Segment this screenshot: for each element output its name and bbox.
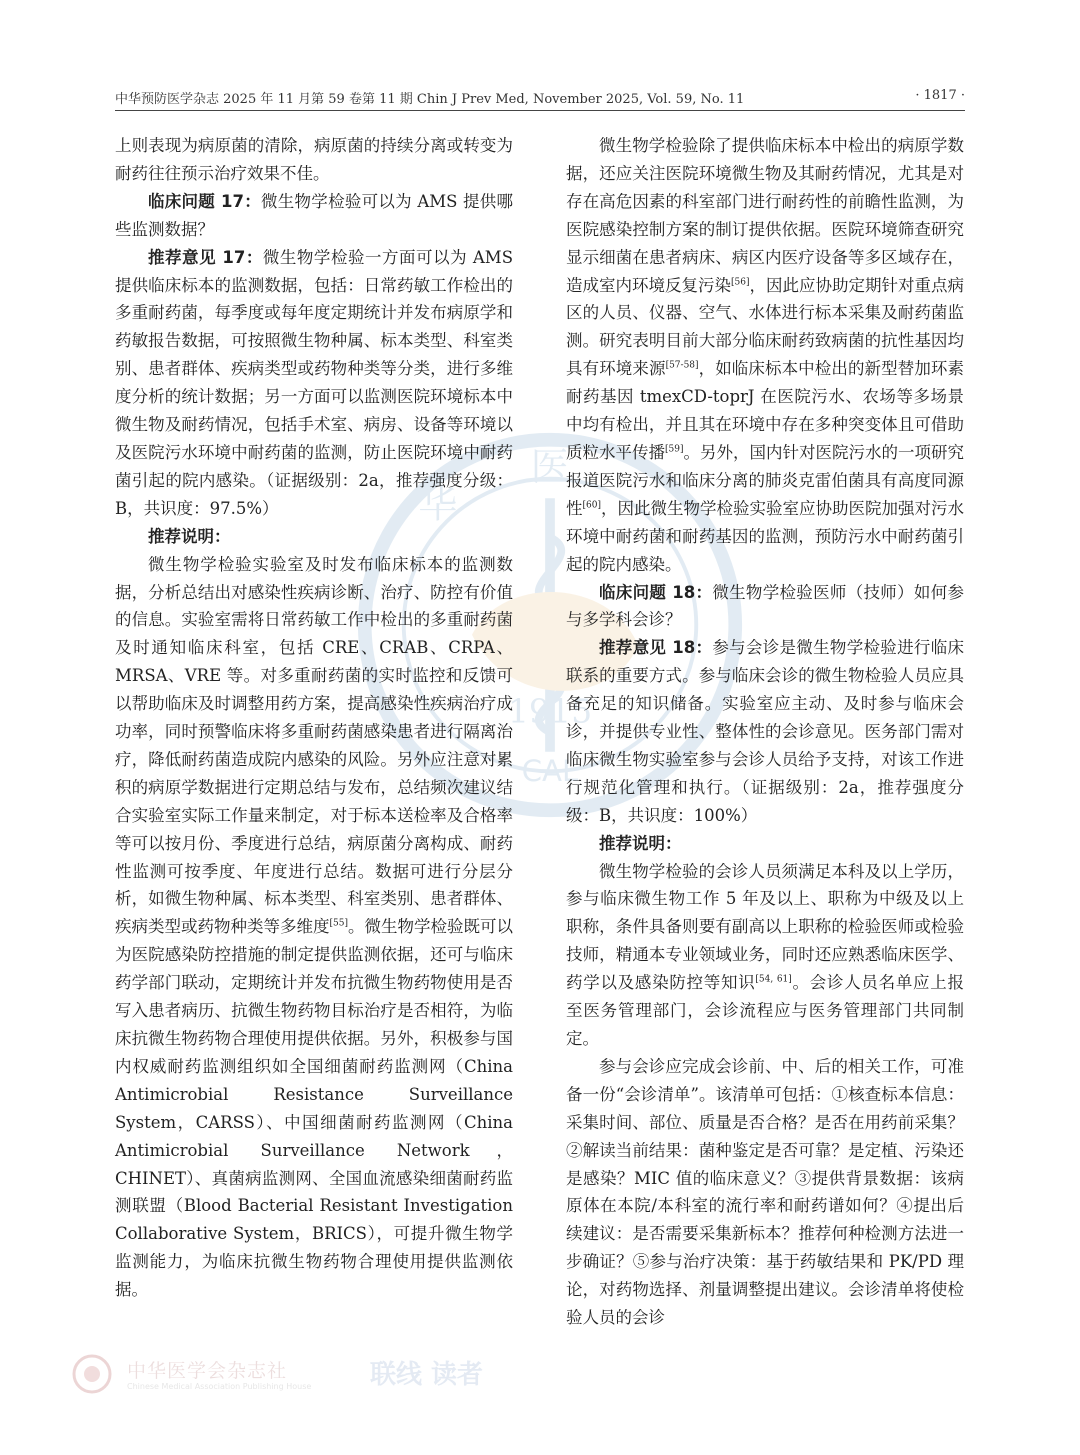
citation-56[interactable]: [56] [731,277,750,288]
paragraph-continued: 上则表现为病原菌的清除，病原菌的持续分离或转变为耐药往往预示治疗效果不佳。 [115,136,513,183]
question-18-label: 临床问题 18： [599,582,713,602]
publisher-name-en: Chinese Medical Association Publishing House [127,1382,312,1391]
recommendation-18-label: 推荐意见 18： [599,638,713,658]
brand-mark: 联线 读者 [370,1360,484,1390]
consultation-checklist-paragraph: 参与会诊应完成会诊前、中、后的相关工作，可准备一份“会诊清单”。该清单可包括：①核查标本信息：采集时间、部位、质量是否合格？是否在用药前采集？②解读当前结果：菌种鉴定是否可靠？是定植、污染还是感染？MIC 值的临床意义？③提供背景数据：该病原体在本院/本科室的流行率和耐药谱如何？④提出后续建议：是否需要采集新标本？推荐何种检测方法进一步确证？⑤参与治疗决策：基于药敏结果和 PK/PD 理论，对药物选择、剂量调整提出建议。会诊清单将使检验人员的会诊 [566,1056,964,1328]
citation-54-61[interactable]: [54, 61] [755,974,792,985]
publisher-name: 中华医学会杂志社 [127,1360,288,1382]
citation-55[interactable]: [55] [329,918,348,929]
clinical-question-17 [115,188,513,244]
clinical-question-18 [566,579,964,635]
recommendation-17-text: 微生物学检验一方面可以为 AMS 提供临床标本的监测数据，包括：日常药敏工作检出的多重耐药菌，每季度或每年度定期统计并发布病原学和药敏报告数据，可按照微生物种属、标本类型、科室类别、患者群体、疾病类型或药物种类等分类，进行多维度分析的统计数据；另一方面可以监测医院环境标本中微生物及耐药情况，包括手术室、病房、设备等环境以及医院污水环境中耐药菌的监测，防止医院环境中耐药菌引起的院内感染。（证据级别：2a，推荐强度分级：B，共识度：97.5%） [115,247,513,518]
watermark-latin: CAL [521,754,579,788]
publisher-seal-icon [72,1354,112,1394]
recommendation-18 [566,634,964,829]
question-17-label: 临床问题 17： [148,191,262,211]
citation-57-58[interactable]: [57-58] [665,360,699,371]
citation-60[interactable]: [60] [582,500,601,511]
publisher-watermark [72,1352,492,1402]
recommendation-18-text: 参与会诊是微生物学检验进行临床联系的重要方式。参与临床会诊的微生物检验人员应具备充足的知识储备。实验室应主动、及时参与临床会诊，并提供专业性、整体性的会诊意见。医务部门需对临床微生物实验室参与会诊人员给予支持，对该工作进行规范化管理和执行。（证据级别：2a，推荐强度分级：B，共识度：100%） [566,638,965,825]
recommendation-17-label: 推荐意见 17： [148,247,263,267]
consultation-staff-paragraph: 微生物学检验的会诊人员须满足本科及以上学历，参与临床微生物工作 5 年及以上、职称为中级及以上职称，条件具备则要有副高以上职称的检验医师或检验技师，精通本专业领域业务，同时还应熟悉临床医学、药学以及感染防控等知识[54, 61]。会诊人员名单应上报至医务管理部门，会诊流程应与医务管理部门共同制定。 [566,861,964,1048]
watermark-year: 1915 [507,691,593,731]
question-18-text: 微生物学检验医师（技师）如何参与多学科会诊？ [566,582,965,630]
left-column [115,132,513,1304]
citation-59[interactable]: [59] [665,444,684,455]
environment-monitoring-paragraph: 微生物学检验除了提供临床标本中检出的病原学数据，还应关注医院环境微生物及其耐药情况，尤其是对存在高危因素的科室部门进行耐药性的前瞻性监测，为医院感染控制方案的制订提供依据。医院环境筛查研究显示细菌在患者病床、病区内医疗设备等多区域存在，造成室内环境反复污染[56]，因此应协助定期针对重点病区的人员、仪器、空气、水体进行标本采集及耐药菌监测。研究表明目前大部分临床耐药致病菌的抗性基因均具有环境来源[57-58]，如临床标本中检出的新型替加环素耐药基因 tmexCD-toprJ 在医院污水、农场等多场景中均有检出，并且其在环境中存在多种突变体且可借助质粒水平传播[59]。另外，国内针对医院污水的一项研究报道医院污水和临床分离的肺炎克雷伯菌具有高度同源性[60]，因此微生物学检验实验室应协助医院加强对污水环境中耐药菌和耐药基因的监测，预防污水中耐药菌引起的院内感染。 [566,136,965,574]
explanation-heading: 推荐说明： [599,833,682,853]
watermark-char-side: 华 [418,482,458,528]
right-column [566,132,964,1332]
question-17-text: 微生物学检验可以为 AMS 提供哪些监测数据？ [115,191,513,239]
watermark-char-top: 医 [530,445,570,491]
explanation-heading: 推荐说明： [148,526,231,546]
explanation-paragraph: 微生物学检验实验室及时发布临床标本的监测数据，分析总结出对感染性疾病诊断、治疗、防控有价值的信息。实验室需将日常药敏工作中检出的多重耐药菌及时通知临床科室，包括 CRE、CRAB、CRPA、MRSA、VRE 等。对多重耐药菌的实时监控和反馈可以帮助临床及时调整用药方案，提高感染性疾病治疗成功率，同时预警临床将多重耐药菌感染患者进行隔离治疗，降低耐药菌造成院内感染的风险。另外应注意对累积的病原学数据进行定期总结与发布，总结频次建议结合实验室实际工作量来制定，对于标本送检率及合格率等可以按月份、季度进行总结，病原菌分离构成、耐药性监测可按季度、年度进行总结。数据可进行分层分析，如微生物种属、标本类型、科室类别、患者群体、疾病类型或药物种类等多维度[55]。微生物学检验既可以为医院感染防控措施的制定提供监测依据，还可与临床药学部门联动，定期统计并发布抗微生物药物使用是否写入患者病历、抗微生物药物目标治疗是否相符，为临床抗微生物药物合理使用提供依据。另外，积极参与国内权威耐药监测组织如全国细菌耐药监测网（China Antimicrobial Resistance Surveillance System，CARSS）、中国细菌耐药监测网（China Antimicrobial Surveillance Network，CHINET）、真菌病监测网、全国血流感染细菌耐药监测联盟（Blood Bacterial Resistant Investigation Collaborative System，BRICS），可提升微生物学监测能力，为临床抗微生物药物合理使用提供监测依据。 [115,554,514,1300]
recommendation-17 [115,244,513,523]
page-number: · 1817 · [915,88,965,103]
journal-citation: 中华预防医学杂志 2025 年 11 月第 59 卷第 11 期 Chin J Prev Med, November 2025, Vol. 59, No. 11 [115,92,745,107]
running-header [115,86,965,111]
